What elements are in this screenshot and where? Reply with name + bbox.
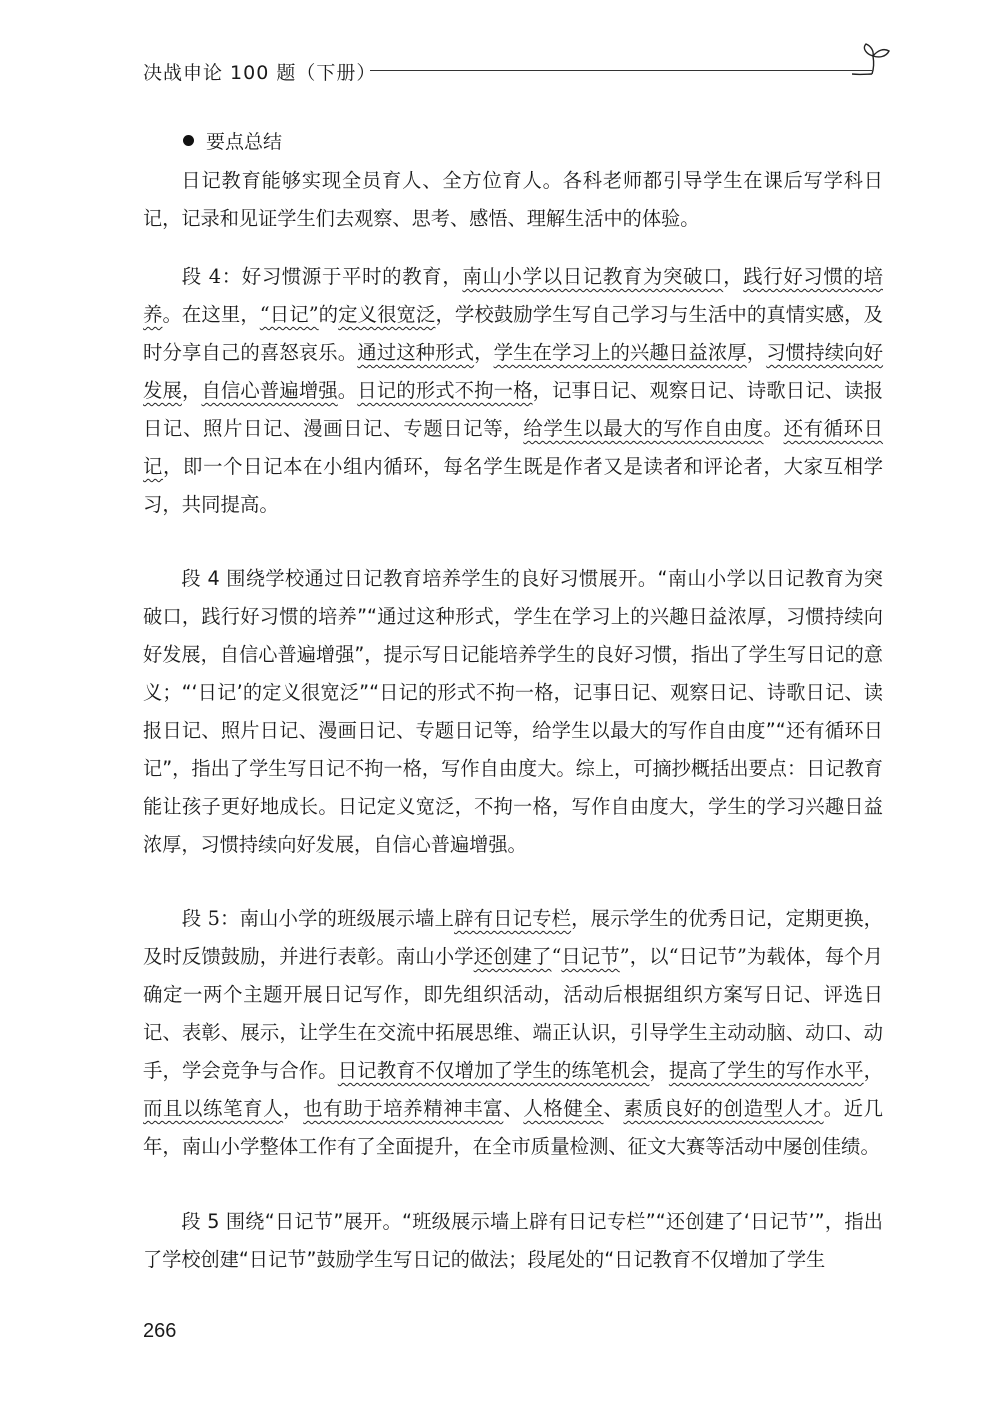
page-number: 266 bbox=[143, 1320, 177, 1342]
header-rule bbox=[370, 70, 872, 71]
section-title-text: 要点总结 bbox=[206, 131, 283, 153]
section-title bbox=[183, 127, 282, 154]
segment-4-paragraph: 段 4：好习惯源于平时的教育，南山小学以日记教育为突破口，践行好习惯的培养。在这里，“日记”的定义很宽泛，学校鼓励学生写自己学习与生活中的真情实感，及时分享自己的喜怒哀乐。通过这种形式，学生在学习上的兴趣日益浓厚，习惯持续向好发展，自信心普遍增强。日记的形式不拘一格，记事日记、观察日记、诗歌日记、读报日记、照片日记、漫画日记、专题日记等，给学生以最大的写作自由度。还有循环日记，即一个日记本在小组内循环，每名学生既是作者又是读者和评论者，大家互相学习，共同提高。 bbox=[143, 265, 884, 516]
running-header: 决战申论 100 题（下册） bbox=[143, 62, 377, 84]
bullet-icon bbox=[183, 135, 194, 146]
summary-paragraph: 日记教育能够实现全员育人、全方位育人。各科老师都引导学生在课后写学科日记，记录和见证学生们去观察、思考、感悟、理解生活中的体验。 bbox=[143, 169, 883, 230]
segment-4-analysis: 段 4 围绕学校通过日记教育培养学生的良好习惯展开。“南山小学以日记教育为突破口，践行好习惯的培养”“通过这种形式，学生在学习上的兴趣日益浓厚，习惯持续向好发展，自信心普遍增强”，提示写日记能培养学生的良好习惯，指出了学生写日记的意义；“‘日记’的定义很宽泛”“日记的形式不拘一格，记事日记、观察日记、诗歌日记、读报日记、照片日记、漫画日记、专题日记等，给学生以最大的写作自由度”“还有循环日记”，指出了学生写日记不拘一格，写作自由度大。综上，可摘抄概括出要点：日记教育能让孩子更好地成长。日记定义宽泛，不拘一格，写作自由度大，学生的学习兴趣日益浓厚，习惯持续向好发展，自信心普遍增强。 bbox=[143, 567, 883, 856]
sprout-icon bbox=[852, 42, 896, 78]
segment-5-paragraph: 段 5：南山小学的班级展示墙上辟有日记专栏，展示学生的优秀日记，定期更换，及时反馈鼓励，并进行表彰。南山小学还创建了“日记节”，以“日记节”为载体，每个月确定一两个主题开展日记写作，即先组织活动，活动后根据组织方案写日记、评选日记、表彰、展示，让学生在交流中拓展思维、端正认识，引导学生主动动脑、动口、动手，学会竞争与合作。日记教育不仅增加了学生的练笔机会，提高了学生的写作水平，而且以练笔育人，也有助于培养精神丰富、人格健全、素质良好的创造型人才。近几年，南山小学整体工作有了全面提升，在全市质量检测、征文大赛等活动中屡创佳绩。 bbox=[143, 907, 884, 1158]
segment-5-analysis: 段 5 围绕“日记节”展开。“班级展示墙上辟有日记专栏”“还创建了‘日记节’”，指出了学校创建“日记节”鼓励学生写日记的做法；段尾处的“日记教育不仅增加了学生 bbox=[143, 1210, 883, 1271]
